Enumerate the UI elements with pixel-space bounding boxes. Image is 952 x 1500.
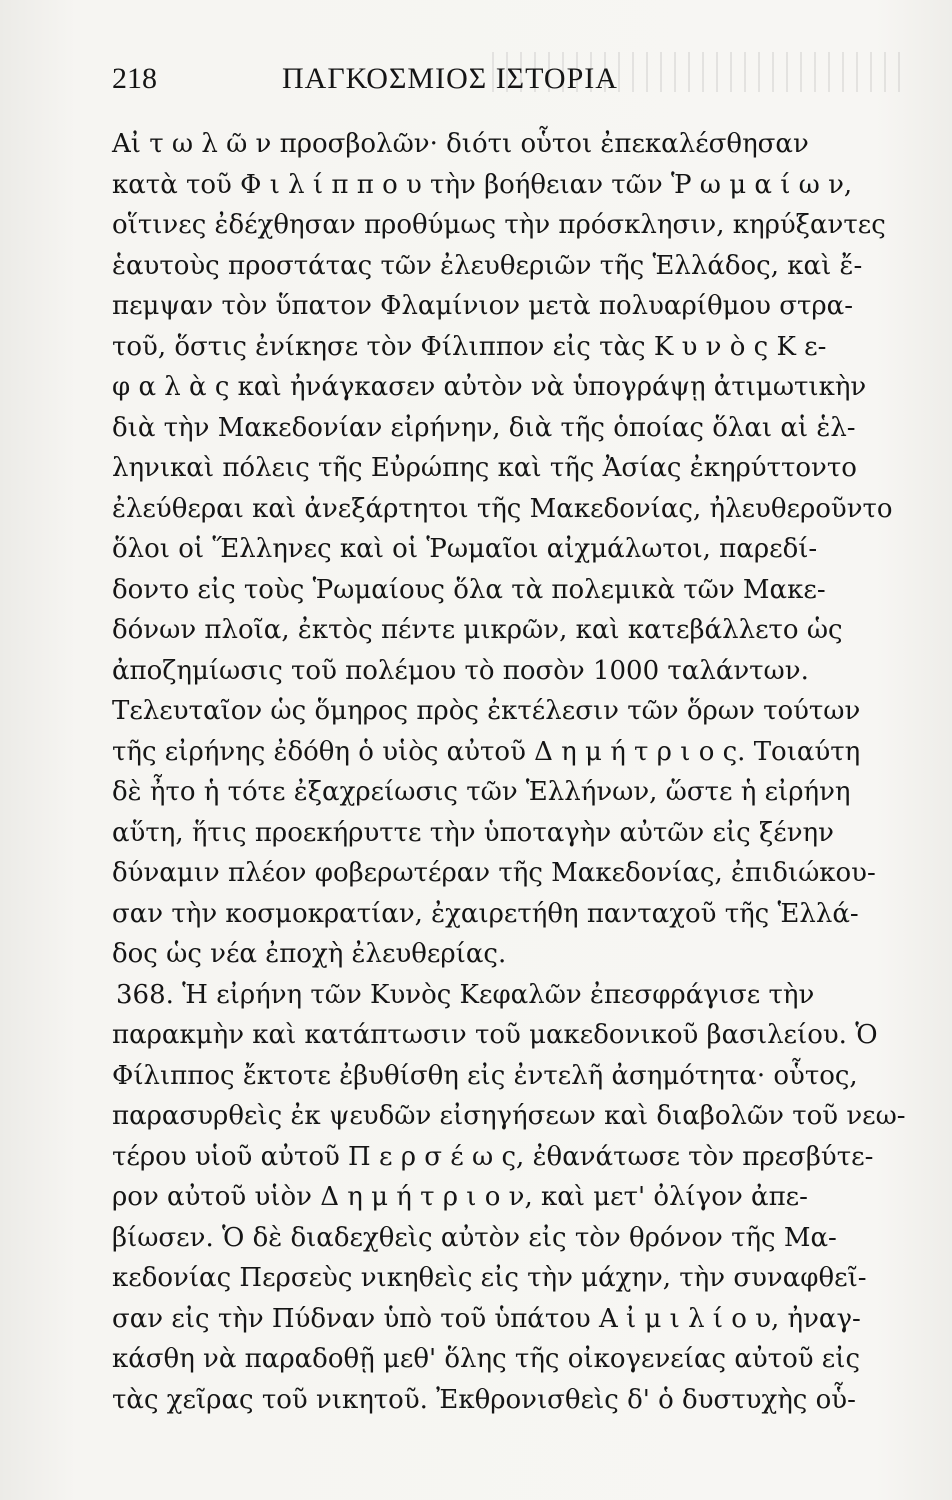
text-line: δόνων πλοῖα, ἐκτὸς πέντε μικρῶν, καὶ κατεβάλλετο ὡς bbox=[112, 615, 843, 645]
running-title: ΠΑΓΚΟΣΜΙΟΣ ΙΣΤΟΡΙΑ bbox=[282, 62, 618, 95]
text-line: κεδονίας Περσεὺς νικηθεὶς εἰς τὴν μάχην, τὴν συναφθεῖ- bbox=[112, 1263, 867, 1293]
text-line: ἐλεύθεραι καὶ ἀνεξάρτητοι τῆς Μακεδονίας, ἠλευθεροῦντο bbox=[112, 493, 893, 524]
text-line: οἵτινες ἐδέχθησαν προθύμως τὴν πρόσκλησιν, κηρύξαντες bbox=[112, 210, 886, 240]
text-line: Αἰ τ ω λ ῶ ν προσβολῶν· διότι οὗτοι ἐπεκαλέσθησαν bbox=[112, 129, 809, 159]
body-text bbox=[112, 124, 906, 1420]
text-line: τέρου υἱοῦ αὐτοῦ Π ε ρ σ έ ω ς, ἐθανάτωσε τὸν πρεσβύτε- bbox=[112, 1141, 874, 1172]
text-line: παρασυρθεὶς ἐκ ψευδῶν εἰσηγήσεων καὶ διαβολῶν τοῦ νεω- bbox=[112, 1101, 906, 1131]
text-line: κάσθη νὰ παραδοθῇ μεθ' ὅλης τῆς οἰκογενείας αὐτοῦ εἰς bbox=[112, 1344, 861, 1374]
text-line: δοντο εἰς τοὺς Ῥωμαίους ὅλα τὰ πολεμικὰ τῶν Μακε- bbox=[112, 574, 826, 605]
text-line: σαν τὴν κοσμοκρατίαν, ἐχαιρετήθη πανταχοῦ τῆς Ἑλλά- bbox=[112, 898, 859, 929]
text-line: τὰς χεῖρας τοῦ νικητοῦ. Ἐκθρονισθεὶς δ' ὁ δυστυχὴς οὗ- bbox=[112, 1384, 856, 1415]
text-line: βίωσεν. Ὁ δὲ διαδεχθεὶς αὐτὸν εἰς τὸν θρόνον τῆς Μα- bbox=[112, 1222, 837, 1253]
text-line: δύναμιν πλέον φοβερωτέραν τῆς Μακεδονίας, ἐπιδιώκου- bbox=[112, 858, 876, 888]
page-number: 218 bbox=[112, 62, 157, 95]
text-line: Φίλιππος ἔκτοτε ἐβυθίσθη εἰς ἐντελῆ ἀσημότητα· οὗτος, bbox=[112, 1060, 858, 1091]
text-line: παρακμὴν καὶ κατάπτωσιν τοῦ μακεδονικοῦ βασιλείου. Ὁ bbox=[112, 1020, 878, 1050]
text-line-paragraph-start: 368. Ἡ εἰρήνη τῶν Κυνὸς Κεφαλῶν ἐπεσφράγισε τὴν bbox=[116, 979, 815, 1010]
text-line: ὅλοι οἱ Ἕλληνες καὶ οἱ Ῥωμαῖοι αἰχμάλωτοι, παρεδί- bbox=[112, 534, 818, 564]
text-line: ἀποζημίωσις τοῦ πολέμου τὸ ποσὸν 1000 ταλάντων. bbox=[112, 655, 809, 686]
text-line: τοῦ, ὅστις ἐνίκησε τὸν Φίλιππον εἰς τὰς Κ υ ν ὸ ς Κ ε- bbox=[112, 331, 827, 362]
text-line: τῆς εἰρήνης ἐδόθη ὁ υἱὸς αὐτοῦ Δ η μ ή τ ρ ι ο ς. Τοιαύτη bbox=[112, 736, 861, 767]
text-line: σαν εἰς τὴν Πύδναν ὑπὸ τοῦ ὑπάτου Α ἰ μ ι λ ί ο υ, ἠναγ- bbox=[112, 1303, 861, 1334]
text-line: δὲ ἦτο ἡ τότε ἐξαχρείωσις τῶν Ἑλλήνων, ὥστε ἡ εἰρήνη bbox=[112, 777, 851, 807]
text-line: πεμψαν τὸν ὕπατον Φλαμίνιον μετὰ πολυαρίθμου στρα- bbox=[112, 291, 853, 321]
text-line: αὕτη, ἥτις προεκήρυττε τὴν ὑποταγὴν αὐτῶν εἰς ξένην bbox=[112, 817, 834, 848]
text-line: Τελευταῖον ὡς ὅμηρος πρὸς ἐκτέλεσιν τῶν ὅρων τούτων bbox=[112, 696, 861, 726]
text-line: ρον αὐτοῦ υἱὸν Δ η μ ή τ ρ ι ο ν, καὶ μετ' ὀλίγον ἀπε- bbox=[112, 1182, 808, 1212]
page-header bbox=[112, 62, 772, 106]
text-line: ἑαυτοὺς προστάτας τῶν ἐλευθεριῶν τῆς Ἑλλάδος, καὶ ἔ- bbox=[112, 250, 863, 281]
text-line: ληνικαὶ πόλεις τῆς Εὐρώπης καὶ τῆς Ἀσίας ἐκηρύττοντο bbox=[112, 453, 857, 483]
text-line: δος ὡς νέα ἐποχὴ ἐλευθερίας. bbox=[112, 939, 507, 969]
text-line: διὰ τὴν Μακεδονίαν εἰρήνην, διὰ τῆς ὁποίας ὅλαι αἱ ἑλ- bbox=[112, 412, 856, 443]
text-line: κατὰ τοῦ Φ ι λ ί π π ο υ τὴν βοήθειαν τῶν Ῥ ω μ α ί ω ν, bbox=[112, 169, 853, 200]
text-line: φ α λ ὰ ς καὶ ἠνάγκασεν αὐτὸν νὰ ὑπογράψῃ ἀτιμωτικὴν bbox=[112, 372, 867, 402]
